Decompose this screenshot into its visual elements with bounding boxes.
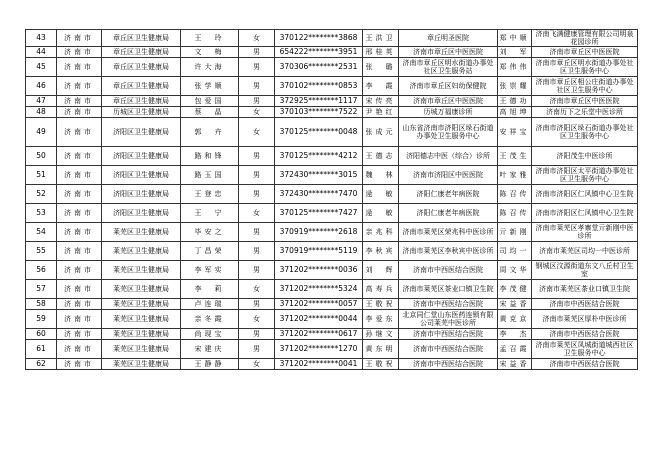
practice-org-cell: 济南市中西医结合医院	[532, 359, 638, 370]
mentor-name-cell: 刘 辉	[363, 261, 399, 280]
table-row	[26, 299, 638, 310]
mentor-name-cell: 逯 敏	[363, 185, 399, 204]
student-name-cell: 路玉国	[181, 166, 239, 185]
id-number-cell: 370125********4212	[275, 147, 363, 166]
record-number: 55	[26, 242, 57, 261]
student-name-cell: 王登忠	[181, 185, 239, 204]
id-number-cell: 370125********7427	[275, 204, 363, 223]
city-cell: 济南市	[57, 310, 102, 329]
practice-org-cell: 济南市莱芜区孝寨堂亓新刚中医诊所	[532, 223, 638, 242]
practice-org-cell: 济南历下之乐堂中医诊所	[532, 107, 638, 118]
city-cell: 济南市	[57, 107, 102, 118]
mentor-unit-cell: 济南市中西医结合医院	[399, 340, 498, 359]
id-number-cell: 370102********0853	[275, 77, 363, 96]
student-name-cell: 王 宁	[181, 204, 239, 223]
student-name-cell: 许大海	[181, 58, 239, 77]
id-number-cell: 654222********3951	[275, 47, 363, 58]
mentor-name-cell: 宋传亮	[363, 96, 399, 107]
student-name-cell: 李 莉	[181, 280, 239, 299]
city-cell: 济南市	[57, 329, 102, 340]
practice-org-cell: 济南市章丘区相公庄街道办事处社区卫生服务中心	[532, 77, 638, 96]
record-number: 50	[26, 147, 57, 166]
table-row	[26, 280, 638, 299]
city-cell: 济南市	[57, 96, 102, 107]
health-bureau-cell: 莱芜区卫生健康局	[102, 310, 181, 329]
mentor-name-cell: 孙继文	[363, 329, 399, 340]
id-number-cell: 370122********3868	[275, 30, 363, 47]
practice-org-cell: 济南市济阳区太平街道办事处社区卫生服务中心	[532, 166, 638, 185]
table-row	[26, 185, 638, 204]
mentor-unit-cell: 济南市章丘区明水街道办事处社区卫生服务站	[399, 58, 498, 77]
id-number-cell: 371202********0617	[275, 329, 363, 340]
health-bureau-cell: 莱芜区卫生健康局	[102, 340, 181, 359]
city-cell: 济南市	[57, 223, 102, 242]
health-bureau-cell: 莱芜区卫生健康局	[102, 280, 181, 299]
student-name-cell: 尚现宝	[181, 329, 239, 340]
mentor-unit-cell: 章丘明圣医院	[399, 30, 498, 47]
student-name-cell: 王静静	[181, 359, 239, 370]
student-name-cell: 文 梅	[181, 47, 239, 58]
health-bureau-cell: 济阳区卫生健康局	[102, 166, 181, 185]
gender-cell: 男	[239, 299, 275, 310]
record-number: 45	[26, 58, 57, 77]
health-bureau-cell: 莱芜区卫生健康局	[102, 299, 181, 310]
record-number: 46	[26, 77, 57, 96]
gender-cell: 男	[239, 47, 275, 58]
contact-name-cell: 高旭坤	[499, 108, 530, 116]
mentor-unit-cell: 济阳仁康老年病医院	[399, 185, 498, 204]
table-row	[26, 329, 638, 340]
student-name-cell: 毕安之	[181, 223, 239, 242]
gender-cell: 女	[239, 280, 275, 299]
mentor-unit-cell: 济南市章丘区中医医院	[399, 96, 498, 107]
mentor-name-cell: 李秋宾	[363, 242, 399, 261]
gender-cell: 男	[239, 242, 275, 261]
health-bureau-cell: 历城区卫生健康局	[102, 107, 181, 118]
mentor-unit-cell: 济南市中西医结合医院	[399, 359, 498, 370]
health-bureau-cell: 章丘区卫生健康局	[102, 58, 181, 77]
health-bureau-cell: 济阳区卫生健康局	[102, 147, 181, 166]
id-number-cell: 370125********0048	[275, 118, 363, 147]
id-number-cell: 370306********2531	[275, 58, 363, 77]
gender-cell: 女	[239, 118, 275, 147]
record-number: 56	[26, 261, 57, 280]
mentor-name-cell: 魏 林	[363, 166, 399, 185]
city-cell: 济南市	[57, 58, 102, 77]
contact-name-cell: 郑伟伟	[498, 58, 532, 77]
city-cell: 济南市	[57, 359, 102, 370]
mentor-name-cell: 黄东明	[363, 340, 399, 359]
mentor-name-cell: 王敬祝	[363, 359, 399, 370]
contact-name-cell: 陈召传	[498, 204, 532, 223]
gender-cell: 女	[239, 310, 275, 329]
contact-name-cell: 叶家雅	[498, 166, 532, 185]
contact-name-cell: 周文华	[498, 261, 532, 280]
contact-name-cell: 司均一	[498, 242, 532, 261]
student-name-cell: 包爱国	[181, 96, 239, 107]
table-row	[26, 310, 638, 329]
contact-name-cell: 王德功	[499, 97, 530, 105]
health-bureau-cell: 济阳区卫生健康局	[102, 185, 181, 204]
gender-cell: 女	[239, 204, 275, 223]
health-bureau-cell: 济阳区卫生健康局	[102, 118, 181, 147]
city-cell: 济南市	[57, 77, 102, 96]
table-row	[26, 77, 638, 96]
health-bureau-cell: 章丘区卫生健康局	[102, 30, 181, 47]
id-number-cell: 372430********7470	[275, 185, 363, 204]
health-bureau-cell: 莱芜区卫生健康局	[102, 223, 181, 242]
table-row	[26, 47, 638, 58]
table-row	[26, 223, 638, 242]
health-bureau-cell: 章丘区卫生健康局	[102, 96, 181, 107]
contact-name-cell: 安祥宝	[498, 118, 532, 147]
health-bureau-cell: 莱芜区卫生健康局	[102, 261, 181, 280]
mentor-name-cell: 张 璐	[363, 58, 399, 77]
mentor-name-cell: 王敬祝	[363, 299, 399, 310]
practice-org-cell: 济南市中西医结合医院	[532, 329, 638, 340]
practice-org-cell: 济南飞满健康管理有限公司明泉花园诊所	[532, 30, 638, 47]
practice-org-cell: 济南市济阳区仁风镇中心卫生院	[532, 204, 638, 223]
id-number-cell: 372925********1117	[275, 96, 363, 107]
mentor-unit-cell: 济南市中西医结合医院	[399, 299, 498, 310]
practice-org-cell: 济阳茂生中医诊所	[532, 147, 638, 166]
gender-cell: 男	[239, 96, 275, 107]
mentor-name-cell: 张成元	[363, 118, 399, 147]
city-cell: 济南市	[57, 261, 102, 280]
mentor-name-cell: 高寿兵	[363, 280, 399, 299]
mentor-name-cell: 邢桂英	[363, 47, 399, 58]
mentor-unit-cell: 历城万福康诊所	[399, 107, 498, 118]
contact-name-cell: 陈召传	[498, 185, 532, 204]
record-number: 44	[26, 47, 57, 58]
record-number: 61	[26, 340, 57, 359]
mentor-name-cell: 王德志	[363, 147, 399, 166]
contact-name-cell: 黄克京	[498, 310, 532, 329]
records-table	[25, 29, 638, 370]
table-row	[26, 58, 638, 77]
table-row	[26, 30, 638, 47]
health-bureau-cell: 章丘区卫生健康局	[102, 77, 181, 96]
contact-name-cell: 刘 军	[499, 48, 530, 56]
table-row	[26, 204, 638, 223]
practice-org-cell: 钢城区汶源街道东文八丘村卫生室	[532, 261, 638, 280]
city-cell: 济南市	[57, 118, 102, 147]
gender-cell: 男	[239, 166, 275, 185]
practice-org-cell: 济南市济阳区垛石街道办事处社区卫生服务中心	[532, 118, 638, 147]
mentor-unit-cell: 济南市章丘区妇幼保健院	[399, 77, 498, 96]
mentor-name-cell: 亲兆科	[363, 223, 399, 242]
record-number: 52	[26, 185, 57, 204]
gender-cell: 男	[239, 185, 275, 204]
gender-cell: 男	[239, 58, 275, 77]
city-cell: 济南市	[57, 204, 102, 223]
gender-cell: 女	[239, 30, 275, 47]
contact-name-cell: 郑中顺	[498, 30, 532, 47]
mentor-unit-cell: 济南市章丘区中医医院	[399, 47, 498, 58]
contact-name-cell: 宋益香	[499, 300, 530, 308]
table-row	[26, 96, 638, 107]
city-cell: 济南市	[57, 340, 102, 359]
city-cell: 济南市	[57, 280, 102, 299]
record-number: 48	[26, 107, 57, 118]
mentor-name-cell: 王洪卫	[363, 30, 399, 47]
health-bureau-cell: 济阳区卫生健康局	[102, 204, 181, 223]
table-row	[26, 107, 638, 118]
gender-cell: 男	[239, 77, 275, 96]
city-cell: 济南市	[57, 47, 102, 58]
table-row	[26, 147, 638, 166]
city-cell: 济南市	[57, 30, 102, 47]
record-number: 43	[26, 30, 57, 47]
student-name-cell: 宋建庆	[181, 340, 239, 359]
record-number: 57	[26, 280, 57, 299]
mentor-unit-cell: 山东省济南市济阳区垛石街道办事处卫生服务中心	[399, 118, 498, 147]
student-name-cell: 李军实	[181, 261, 239, 280]
student-name-cell: 卢连瑞	[181, 299, 239, 310]
practice-org-cell: 济南市章丘区中医医院	[532, 47, 638, 58]
table-row	[26, 359, 638, 370]
record-number: 47	[26, 96, 57, 107]
gender-cell: 男	[239, 223, 275, 242]
mentor-name-cell: 李 霞	[363, 77, 399, 96]
table-row	[26, 118, 638, 147]
mentor-unit-cell: 济阳仁康老年病医院	[399, 204, 498, 223]
contact-name-cell: 亓新刚	[498, 223, 532, 242]
contact-name-cell: 宋益香	[499, 360, 530, 368]
practice-org-cell: 济南市莱芜区凤城街道城西社区卫生服务中心	[532, 340, 638, 359]
health-bureau-cell: 莱芜区卫生健康局	[102, 242, 181, 261]
id-number-cell: 371202********5324	[275, 280, 363, 299]
city-cell: 济南市	[57, 185, 102, 204]
gender-cell: 女	[239, 107, 275, 118]
id-number-cell: 371202********1270	[275, 340, 363, 359]
contact-name-cell: 孟召霞	[498, 340, 532, 359]
city-cell: 济南市	[57, 299, 102, 310]
city-cell: 济南市	[57, 147, 102, 166]
record-number: 58	[26, 299, 57, 310]
practice-org-cell: 济南市莱芜区茶业口镇卫生院	[532, 280, 638, 299]
mentor-unit-cell: 济南市莱芜区荣兆科中医诊所	[399, 223, 498, 242]
student-name-cell: 王 玲	[181, 30, 239, 47]
mentor-unit-cell: 济阳德志中医（综合）诊所	[399, 147, 498, 166]
table-row	[26, 261, 638, 280]
student-name-cell: 蔡 晶	[181, 107, 239, 118]
city-cell: 济南市	[57, 242, 102, 261]
practice-org-cell: 济南市章丘区中医医院	[532, 96, 638, 107]
gender-cell: 女	[239, 359, 275, 370]
contact-name-cell: 王茂生	[498, 147, 532, 166]
gender-cell: 男	[239, 147, 275, 166]
id-number-cell: 371202********0036	[275, 261, 363, 280]
record-number: 59	[26, 310, 57, 329]
mentor-name-cell: 逯 敏	[363, 204, 399, 223]
record-number: 60	[26, 329, 57, 340]
id-number-cell: 370103********7522	[275, 107, 363, 118]
id-number-cell: 371202********0044	[275, 310, 363, 329]
table-row	[26, 166, 638, 185]
student-name-cell: 张学顺	[181, 77, 239, 96]
health-bureau-cell: 莱芜区卫生健康局	[102, 329, 181, 340]
mentor-unit-cell: 济南市中西医结合医院	[399, 329, 498, 340]
contact-name-cell: 李茂健	[498, 280, 532, 299]
gender-cell: 男	[239, 329, 275, 340]
id-number-cell: 370919********2618	[275, 223, 363, 242]
mentor-unit-cell: 济南市中西医结合医院	[399, 261, 498, 280]
table-row	[26, 242, 638, 261]
gender-cell: 男	[239, 261, 275, 280]
id-number-cell: 372430********3015	[275, 166, 363, 185]
practice-org-cell: 济南市莱芜区司均一中医诊所	[532, 242, 638, 261]
student-name-cell: 丁昌荣	[181, 242, 239, 261]
mentor-unit-cell: 北京同仁堂山东医药连锁有限公司莱芜中医诊所	[399, 310, 498, 329]
practice-org-cell: 济南市莱芜区厚朴中医诊所	[532, 310, 638, 329]
mentor-name-cell: 尹艳红	[363, 107, 399, 118]
mentor-unit-cell: 济南市济阳区中医医院	[399, 166, 498, 185]
student-name-cell: 郭 卉	[181, 118, 239, 147]
gender-cell: 男	[239, 340, 275, 359]
student-name-cell: 路和锋	[181, 147, 239, 166]
id-number-cell: 371202********0057	[275, 299, 363, 310]
contact-name-cell: 李 杰	[499, 330, 530, 338]
record-number: 62	[26, 359, 57, 370]
mentor-unit-cell: 济南市莱芜区李秋宾中医诊所	[399, 242, 498, 261]
city-cell: 济南市	[57, 166, 102, 185]
record-number: 53	[26, 204, 57, 223]
id-number-cell: 371202********0041	[275, 359, 363, 370]
table-row	[26, 340, 638, 359]
health-bureau-cell: 莱芜区卫生健康局	[102, 359, 181, 370]
student-name-cell: 亲冬霞	[181, 310, 239, 329]
mentor-unit-cell: 济南市莱芜区茶业口镇卫生院	[399, 280, 498, 299]
id-number-cell: 370919********5119	[275, 242, 363, 261]
practice-org-cell: 济南市章丘区明水街道办事处社区卫生服务中心	[532, 58, 638, 77]
record-number: 54	[26, 223, 57, 242]
health-bureau-cell: 章丘区卫生健康局	[102, 47, 181, 58]
practice-org-cell: 济南市中西医结合医院	[532, 299, 638, 310]
record-number: 49	[26, 118, 57, 147]
contact-name-cell: 张崇耀	[498, 77, 532, 96]
mentor-name-cell: 李爱东	[363, 310, 399, 329]
record-number: 51	[26, 166, 57, 185]
practice-org-cell: 济南市济阳区仁风镇中心卫生院	[532, 185, 638, 204]
